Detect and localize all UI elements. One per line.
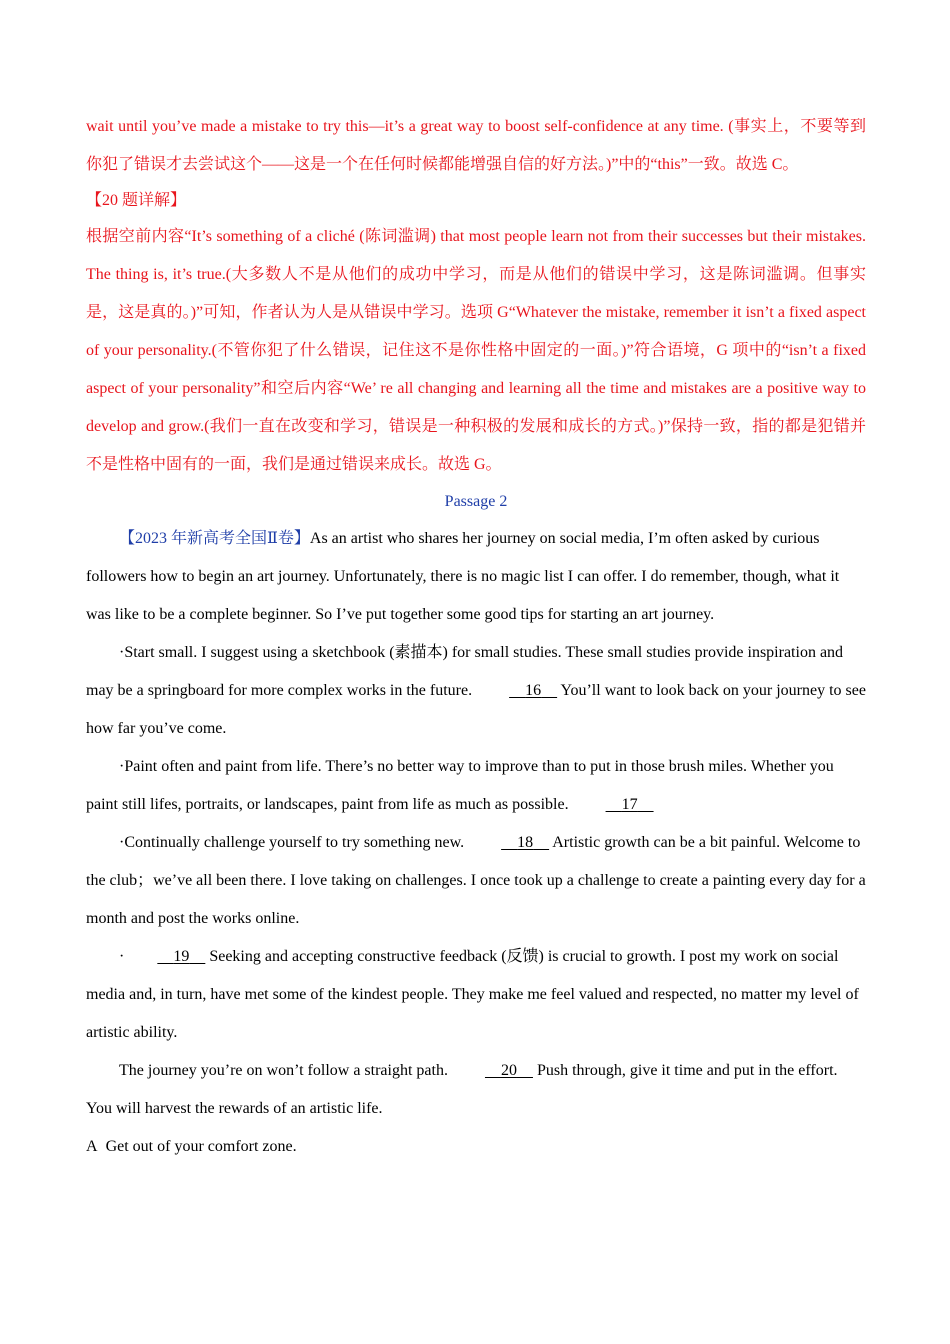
tip-3-text-after: Artistic growth can be a bit painful. Welcome to the club；we’ve all been there. I love taking on challenges. I once took up a challenge to create a painting every day for a month and post the works online.: [86, 834, 866, 927]
blank-20-number: 20: [500, 1062, 517, 1079]
option-a-letter: A: [86, 1138, 98, 1155]
explanation-19-continuation: [86, 108, 866, 184]
explanation-19-text: wait until you’ve made a mistake to try this—it’s a great way to boost self-confidence at any time. (事实上，不要等到你犯了错误才去尝试这个——这是一个在任何时候都能增强自信的好方法。)”中的“this”一致。故选 C。: [86, 118, 866, 173]
blank-16: [476, 672, 557, 710]
option-a-text: Get out of your comfort zone.: [105, 1138, 297, 1155]
blank-19: [124, 938, 205, 976]
option-a: [86, 1128, 866, 1166]
blank-18-number: 18: [517, 834, 534, 851]
passage-conclusion: [86, 1052, 866, 1128]
blank-20: [452, 1052, 533, 1090]
tip-4-text-after: Seeking and accepting constructive feedback (反馈) is crucial to growth. I post my work on social media and, in turn, have met some of the kindest people. They make me feel valued and respected, no matter my level of artistic ability.: [86, 948, 859, 1041]
source-tag: 【2023 年新高考全国Ⅱ卷】: [119, 530, 310, 547]
tip-3-text: ·Continually challenge yourself to try something new.: [119, 834, 465, 851]
tip-1-text: ·Start small. I suggest using a sketchbook (素描本) for small studies. These small studies provide inspiration and may be a springboard for more complex works in the future.: [86, 644, 844, 699]
blank-18: [468, 824, 549, 862]
passage-intro: [86, 520, 866, 634]
explanation-20-text: 根据空前内容“It’s something of a cliché (陈词滥调) that most people learn not from their successes but their mistakes. The thing is, it’s true.(大多数人不是从他们的成功中学习，而是从他们的错误中学习，这是陈词滥调。但事实是，这是真的。)”可知，作者认为人是从错误中学习。选项 G“Whatever the mistake, remember it isn’t a fixed aspect of your personality.(不管你犯了什么错误，记住这不是你性格中固定的一面。)”符合语境，G 项中的“isn’t a fixed aspect of your personality”和空后内容“We’ re all changing and learning all the time and mistakes are a positive way to develop and grow.(我们一直在改变和学习，错误是一种积极的发展和成长的方式。)”保持一致，指的都是犯错并不是性格中固有的一面，我们是通过错误来成长。故选 G。: [86, 228, 866, 473]
intro-text: As an artist who shares her journey on social media, I’m often asked by curious followers how to begin an art journey. Unfortunately, there is no magic list I can offer. I do remember, though, what it was like to be a complete beginner. So I’ve put together some good tips for starting an art journey.: [86, 530, 840, 623]
tip-start-small: [86, 634, 866, 748]
passage-title: Passage 2: [444, 493, 508, 510]
tip-2-text: ·Paint often and paint from life. There’s no better way to improve than to put in those brush miles. Whether you paint still lifes, portraits, or landscapes, paint from life as much as possible.: [86, 758, 834, 813]
document-page: [86, 108, 866, 1166]
tip-feedback: [86, 938, 866, 1052]
tip-challenge: [86, 824, 866, 938]
conclusion-text: The journey you’re on won’t follow a straight path.: [119, 1062, 448, 1079]
tip-1-text-after: You’ll want to look back on your journey to see how far you’ve come.: [86, 682, 866, 737]
explanation-20-heading: 【20 题详解】: [86, 192, 187, 209]
blank-17: [573, 786, 654, 824]
explanation-20: [86, 218, 866, 484]
blank-17-number: 17: [621, 796, 638, 813]
tip-4-bullet: ·: [119, 948, 125, 965]
passage-body: [86, 520, 866, 1166]
tip-paint-often: [86, 748, 866, 824]
conclusion-text-after: Push through, give it time and put in the effort. You will harvest the rewards of an artistic life.: [86, 1062, 838, 1117]
blank-16-number: 16: [525, 682, 542, 699]
blank-19-number: 19: [173, 948, 190, 965]
